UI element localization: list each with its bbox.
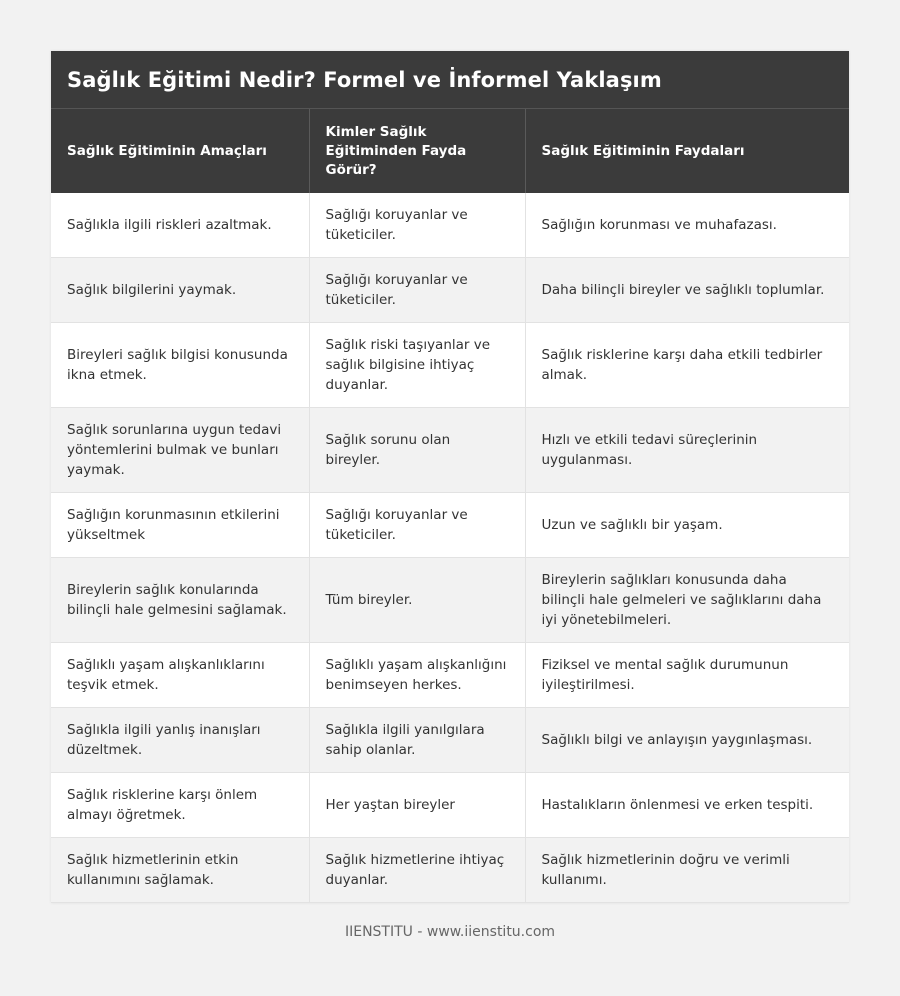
table-cell: Sağlıklı yaşam alışkanlığını benimseyen herkes. — [309, 643, 525, 708]
table-cell: Sağlığı koruyanlar ve tüketiciler. — [309, 493, 525, 558]
table-row — [51, 708, 849, 773]
table-cell: Sağlığı koruyanlar ve tüketiciler. — [309, 193, 525, 258]
data-table — [51, 109, 849, 903]
table-cell: Sağlık hizmetlerine ihtiyaç duyanlar. — [309, 838, 525, 903]
table-cell: Sağlık sorunu olan bireyler. — [309, 408, 525, 493]
table-row — [51, 408, 849, 493]
title-bar — [51, 51, 849, 109]
column-header-benefits: Sağlık Eğitiminin Faydaları — [525, 109, 849, 193]
table-cell: Sağlıkla ilgili yanlış inanışları düzeltmek. — [51, 708, 309, 773]
table-cell: Bireylerin sağlık konularında bilinçli hale gelmesini sağlamak. — [51, 558, 309, 643]
table-cell: Sağlığı koruyanlar ve tüketiciler. — [309, 258, 525, 323]
content-card — [51, 51, 849, 903]
table-cell: Sağlığın korunması ve muhafazası. — [525, 193, 849, 258]
table-cell: Sağlık hizmetlerinin etkin kullanımını sağlamak. — [51, 838, 309, 903]
table-cell: Hastalıkların önlenmesi ve erken tespiti. — [525, 773, 849, 838]
column-header-goals: Sağlık Eğitiminin Amaçları — [51, 109, 309, 193]
table-cell: Sağlık riski taşıyanlar ve sağlık bilgisine ihtiyaç duyanlar. — [309, 323, 525, 408]
table-row — [51, 493, 849, 558]
table-cell: Fiziksel ve mental sağlık durumunun iyileştirilmesi. — [525, 643, 849, 708]
table-row — [51, 838, 849, 903]
table-cell: Tüm bireyler. — [309, 558, 525, 643]
table-cell: Sağlık bilgilerini yaymak. — [51, 258, 309, 323]
table-row — [51, 258, 849, 323]
column-header-beneficiaries: Kimler Sağlık Eğitiminden Fayda Görür? — [309, 109, 525, 193]
table-cell: Bireyleri sağlık bilgisi konusunda ikna etmek. — [51, 323, 309, 408]
footer-credit: IIENSTITU - www.iienstitu.com — [344, 924, 556, 940]
table-cell: Daha bilinçli bireyler ve sağlıklı toplumlar. — [525, 258, 849, 323]
table-row — [51, 643, 849, 708]
table-row — [51, 193, 849, 258]
table-cell: Sağlık risklerine karşı önlem almayı öğretmek. — [51, 773, 309, 838]
table-cell: Uzun ve sağlıklı bir yaşam. — [525, 493, 849, 558]
table-row — [51, 323, 849, 408]
table-cell: Bireylerin sağlıkları konusunda daha bilinçli hale gelmeleri ve sağlıklarını daha iyi yönetebilmeleri. — [525, 558, 849, 643]
page-title: Sağlık Eğitimi Nedir? Formel ve İnformel Yaklaşım — [67, 67, 662, 92]
table-row — [51, 773, 849, 838]
table-cell: Sağlığın korunmasının etkilerini yükseltmek — [51, 493, 309, 558]
table-cell: Sağlıklı yaşam alışkanlıklarını teşvik etmek. — [51, 643, 309, 708]
table-cell: Sağlık sorunlarına uygun tedavi yöntemlerini bulmak ve bunları yaymak. — [51, 408, 309, 493]
table-row — [51, 558, 849, 643]
table-cell: Hızlı ve etkili tedavi süreçlerinin uygulanması. — [525, 408, 849, 493]
table-header-row — [51, 109, 849, 193]
table-cell: Sağlık hizmetlerinin doğru ve verimli kullanımı. — [525, 838, 849, 903]
table-cell: Her yaştan bireyler — [309, 773, 525, 838]
table-cell: Sağlıkla ilgili yanılgılara sahip olanlar. — [309, 708, 525, 773]
table-cell: Sağlıkla ilgili riskleri azaltmak. — [51, 193, 309, 258]
table-cell: Sağlıklı bilgi ve anlayışın yaygınlaşması. — [525, 708, 849, 773]
table-cell: Sağlık risklerine karşı daha etkili tedbirler almak. — [525, 323, 849, 408]
